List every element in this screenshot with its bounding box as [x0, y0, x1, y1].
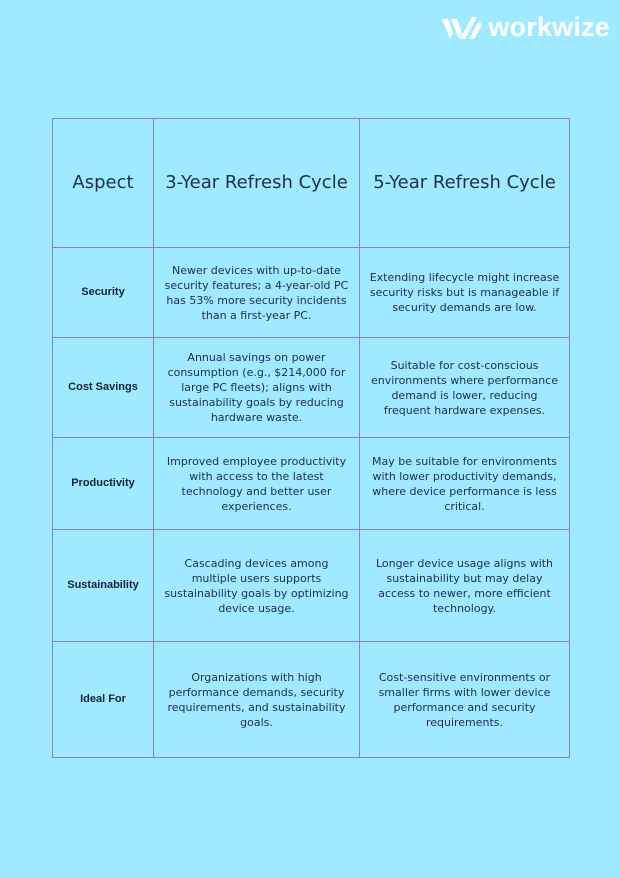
table-row	[53, 530, 570, 642]
workwize-logo	[442, 12, 610, 43]
aspect-cell: Productivity	[53, 438, 154, 530]
five-year-cell: Suitable for cost-conscious environments where performance demand is lower, reducing frequent hardware expenses.	[360, 338, 570, 438]
workwize-logo-icon	[442, 15, 482, 41]
refresh-cycle-comparison-table	[52, 118, 570, 758]
header-3-year: 3-Year Refresh Cycle	[154, 119, 360, 248]
table-row	[53, 438, 570, 530]
three-year-cell: Annual savings on power consumption (e.g., $214,000 for large PC fleets); aligns with sustainability goals by reducing hardware waste.	[154, 338, 360, 438]
three-year-cell: Improved employee productivity with access to the latest technology and better user experiences.	[154, 438, 360, 530]
aspect-cell: Security	[53, 248, 154, 338]
five-year-cell: Cost-sensitive environments or smaller firms with lower device performance and security requirements.	[360, 642, 570, 758]
logo-wordmark: workwize	[488, 12, 610, 42]
header-5-year: 5-Year Refresh Cycle	[360, 119, 570, 248]
table-row	[53, 642, 570, 758]
table-header-row	[53, 119, 570, 248]
table-row	[53, 338, 570, 438]
three-year-cell: Cascading devices among multiple users supports sustainability goals by optimizing device usage.	[154, 530, 360, 642]
three-year-cell: Newer devices with up-to-date security features; a 4-year-old PC has 53% more security incidents than a first-year PC.	[154, 248, 360, 338]
five-year-cell: Longer device usage aligns with sustainability but may delay access to newer, more efficient technology.	[360, 530, 570, 642]
three-year-cell: Organizations with high performance demands, security requirements, and sustainability goals.	[154, 642, 360, 758]
five-year-cell: May be suitable for environments with lower productivity demands, where device performance is less critical.	[360, 438, 570, 530]
five-year-cell: Extending lifecycle might increase security risks but is manageable if security demands are low.	[360, 248, 570, 338]
aspect-cell: Ideal For	[53, 642, 154, 758]
table-row	[53, 248, 570, 338]
aspect-cell: Cost Savings	[53, 338, 154, 438]
aspect-cell: Sustainability	[53, 530, 154, 642]
header-aspect: Aspect	[53, 119, 154, 248]
